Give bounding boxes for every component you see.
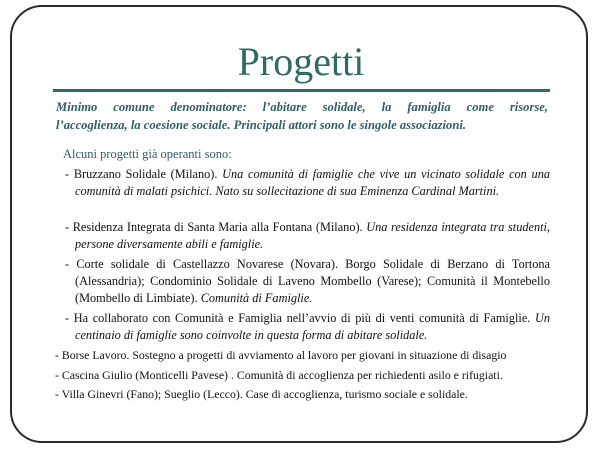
small-item-cascina-giulio: - Cascina Giulio (Monticelli Pavese) . Comunità di accoglienza per richiedenti asilo e rifugiati. xyxy=(55,368,503,382)
intro-paragraph xyxy=(56,98,548,134)
small-item-villa-ginevri: - Villa Ginevri (Fano); Sueglio (Lecco). Case di accoglienza, turismo sociale e solidale. xyxy=(55,387,468,401)
intro-line-1: Minimo comune denominatore: l’abitare solidale, la famiglia come risorse, xyxy=(56,100,548,114)
project-item-text: Residenza Integrata di Santa Maria alla Fontana (Milano). xyxy=(72,220,367,234)
project-item-bruzzano: - Bruzzano Solidale (Milano). Una comunità di famiglie che vive un vicinato solidale con una comunità di malati psichici. Nato su sollecitazione di sua Eminenza Cardinal Martini. xyxy=(65,167,550,198)
project-item-description: Comunità di Famiglie. xyxy=(200,291,313,305)
project-item-residenza: - Residenza Integrata di Santa Maria alla Fontana (Milano). Una residenza integrata tra studenti, persone diversamente abili e famiglie. xyxy=(65,220,551,251)
projects-subheading: Alcuni progetti già operanti sono: xyxy=(63,147,232,161)
slide-title: Progetti xyxy=(237,39,365,84)
project-item-text: Bruzzano Solidale (Milano). xyxy=(73,167,223,181)
intro-line-2: l’accoglienza, la coesione sociale. Principali attori sono le singole associazioni. xyxy=(56,118,466,132)
small-item-borse-lavoro: - Borse Lavoro. Sostegno a progetti di avviamento al lavoro per giovani in situazione di disagio xyxy=(55,348,507,362)
project-item-corte-solidale: - Corte solidale di Castellazzo Novarese (Novara). Borgo Solidale di Berzano di Tortona (Alessandria); Condominio Solidale di Laveno Mombello (Varese); Comunità il Montebello (Mombello di Limbiate). Comunità di Famiglie. xyxy=(65,257,551,305)
project-item-description: Un centinaio di famiglie sono coinvolte in questa forma di abitare solidale. xyxy=(75,311,551,342)
project-item-comunita-famiglia: - Ha collaborato con Comunità e Famiglia nell’avvio di più di venti comunità di Famiglie. Un centinaio di famiglie sono coinvolte in questa forma di abitare solidale. xyxy=(65,311,551,342)
project-item-description: Una comunità di famiglie che vive un vicinato solidale con una comunità di malati psichici. Nato su sollecitazione di sua Eminenza Cardinal Martini. xyxy=(75,167,550,198)
project-item-text: Ha collaborato con Comunità e Famiglia nell’avvio di più di venti comunità di Famiglie. xyxy=(73,311,535,325)
project-item-description: Una residenza integrata tra studenti, persone diversamente abili e famiglie. xyxy=(75,220,551,251)
title-divider xyxy=(53,89,550,92)
project-item-text: Corte solidale di Castellazzo Novarese (Novara). Borgo Solidale di Berzano di Tortona (Alessandria); Condominio Solidale di Laveno Mombello (Varese); Comunità il Montebello (Mombello di Limbiate). xyxy=(75,257,551,305)
